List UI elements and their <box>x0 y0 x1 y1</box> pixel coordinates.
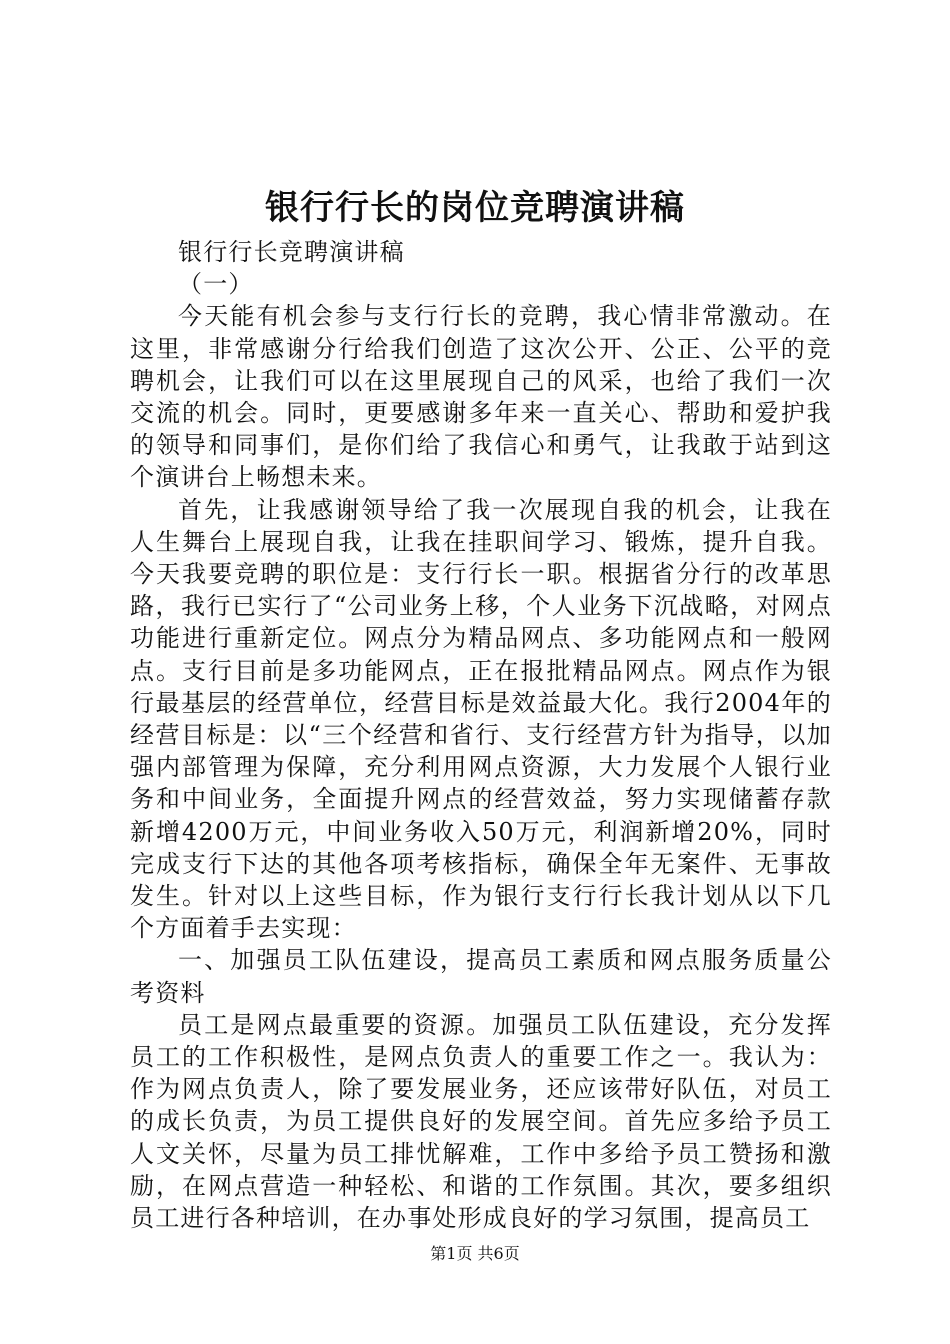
body-paragraph: 员工是网点最重要的资源。加强员工队伍建设，充分发挥员工的工作积极性，是网点负责人的重要工作之一。我认为：作为网点负责人，除了要发展业务，还应该带好队伍，对员工的成长负责，为员工提供良好的发展空间。首先应多给予员工人文关怀，尽量为员工排忧解难，工作中多给予员工赞扬和激励，在网点营造一种轻松、和谐的工作氛围。其次，要多组织员工进行各种培训，在办事处形成良好的学习氛围，提高员工 <box>130 1010 832 1233</box>
document-title: 银行行长的岗位竞聘演讲稿 <box>265 188 685 228</box>
document-body <box>130 236 832 1234</box>
body-paragraph: 首先，让我感谢领导给了我一次展现自我的机会，让我在人生舞台上展现自我，让我在挂职间学习、锻炼，提升自我。今天我要竞聘的职位是：支行行长一职。根据省分行的改革思路，我行已实行了“公司业务上移，个人业务下沉战略，对网点功能进行重新定位。网点分为精品网点、多功能网点和一般网点。支行目前是多功能网点，正在报批精品网点。网点作为银行最基层的经营单位，经营目标是效益最大化。我行2004年的经营目标是：以“三个经营和省行、支行经营方针为指导，以加强内部管理为保障，充分利用网点资源，大力发展个人银行业务和中间业务，全面提升网点的经营效益，努力实现储蓄存款新增4200万元，中间业务收入50万元，利润新增20%，同时完成支行下达的其他各项考核指标，确保全年无案件、无事故发生。针对以上这些目标，作为银行支行行长我计划从以下几个方面着手去实现： <box>130 495 832 943</box>
section-heading: 一、加强员工队伍建设，提高员工素质和网点服务质量公考资料 <box>130 946 832 1007</box>
section-marker: （一） <box>178 270 254 299</box>
body-paragraph: 今天能有机会参与支行行长的竞聘，我心情非常激动。在这里，非常感谢分行给我们创造了这次公开、公正、公平的竞聘机会，让我们可以在这里展现自己的风采，也给了我们一次交流的机会。同时，更要感谢多年来一直关心、帮助和爱护我的领导和同事们，是你们给了我信心和勇气，让我敢于站到这个演讲台上畅想未来。 <box>130 302 832 492</box>
page-number-footer: 第1页 共6页 <box>430 1244 520 1263</box>
subtitle-paragraph: 银行行长竞聘演讲稿 <box>178 238 405 266</box>
